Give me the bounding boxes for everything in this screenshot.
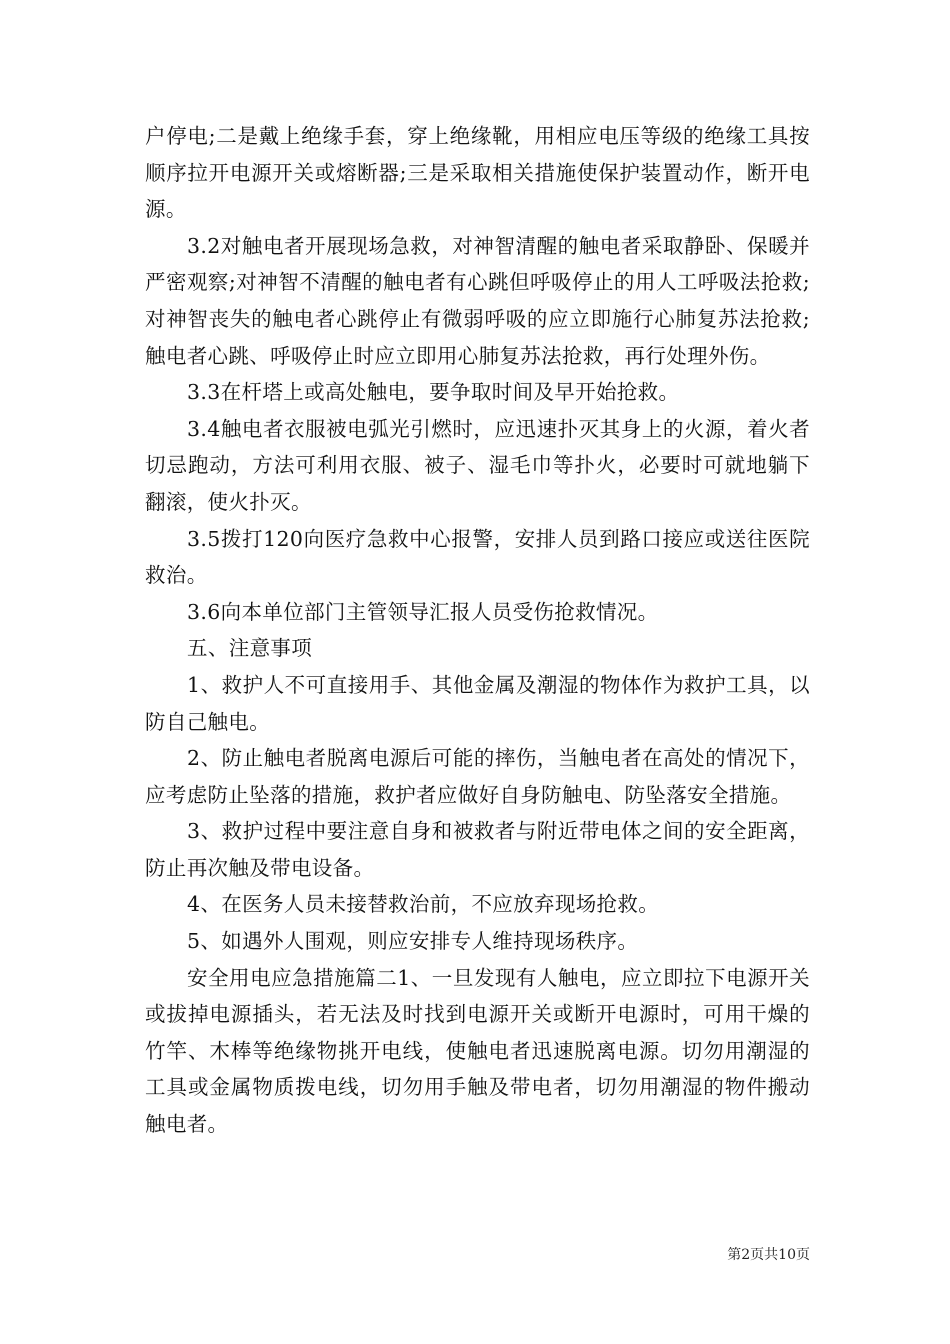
paragraph: 3.5拨打120向医疗急救中心报警，安排人员到路口接应或送往医院救治。 — [145, 526, 810, 588]
document-body — [145, 118, 810, 1143]
paragraph: 户停电;二是戴上绝缘手套，穿上绝缘靴，用相应电压等级的绝缘工具按顺序拉开电源开关或熔断器;三是采取相关措施使保护装置动作，断开电源。 — [145, 124, 810, 222]
paragraph: 5、如遇外人围观，则应安排专人维持现场秩序。 — [187, 929, 639, 954]
paragraph: 安全用电应急措施篇二1、一旦发现有人触电，应立即拉下电源开关或拔掉电源插头，若无法及时找到电源开关或断开电源时，可用干燥的竹竿、木棒等绝缘物挑开电线，使触电者迅速脱离电源。切勿用潮湿的工具或金属物质拨电线，切勿用手触及带电者，切勿用潮湿的物件搬动触电者。 — [145, 965, 810, 1137]
paragraph: 3.6向本单位部门主管领导汇报人员受伤抢救情况。 — [187, 599, 659, 624]
paragraph: 1、救护人不可直接用手、其他金属及潮湿的物体作为救护工具，以防自己触电。 — [145, 672, 810, 734]
section-heading: 五、注意事项 — [187, 636, 313, 661]
paragraph: 2、防止触电者脱离电源后可能的摔伤，当触电者在高处的情况下，应考虑防止坠落的措施，救护者应做好自身防触电、防坠落安全措施。 — [145, 746, 810, 807]
paragraph: 3.4触电者衣服被电弧光引燃时，应迅速扑灭其身上的火源，着火者切忌跑动，方法可利用衣服、被子、湿毛巾等扑火，必要时可就地躺下翻滚，使火扑灭。 — [145, 416, 810, 514]
paragraph: 3.3在杆塔上或高处触电，要争取时间及早开始抢救。 — [187, 380, 680, 405]
page-number: 第2页共10页 — [727, 1247, 810, 1263]
paragraph: 3、救护过程中要注意自身和被救者与附近带电体之间的安全距离，防止再次触及带电设备。 — [145, 819, 810, 880]
paragraph: 3.2对触电者开展现场急救，对神智清醒的触电者采取静卧、保暖并严密观察;对神智不清醒的触电者有心跳但呼吸停止的用人工呼吸法抢救;对神智丧失的触电者心跳停止有微弱呼吸的应立即施行心肺复苏法抢救;触电者心跳、呼吸停止时应立即用心肺复苏法抢救，再行处理外伤。 — [145, 233, 810, 368]
paragraph: 4、在医务人员未接替救治前，不应放弃现场抢救。 — [187, 892, 660, 917]
